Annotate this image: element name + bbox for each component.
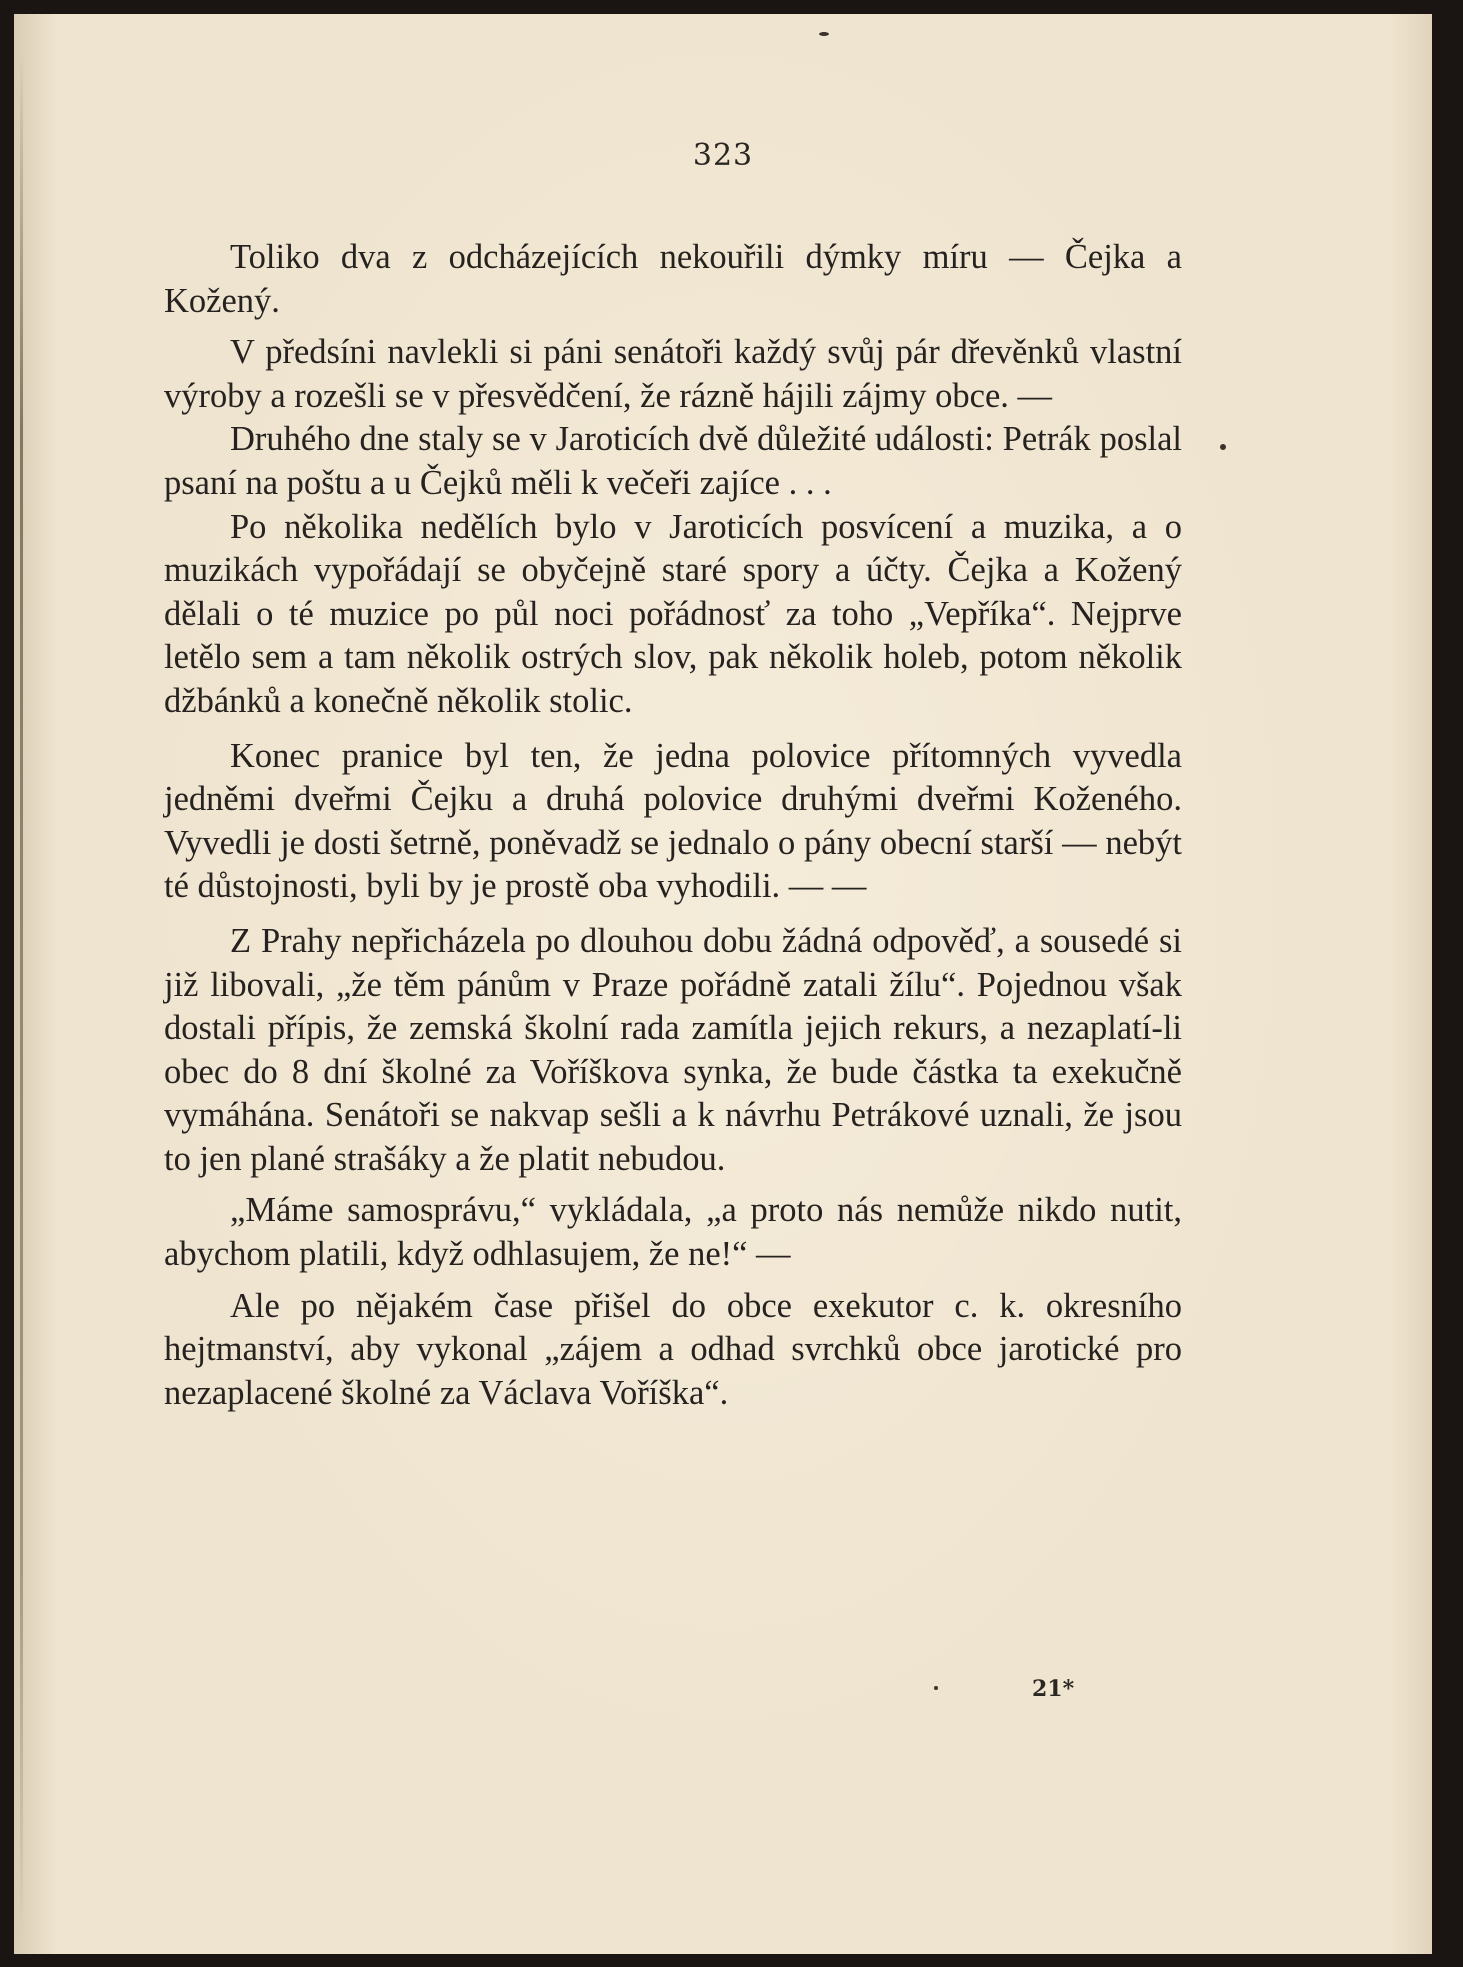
- paragraph-7: „Máme samosprávu,“ vykládala, „a proto nás nemůže nikdo nutit, abychom platili, když odhlasujem, že ne!“ —: [164, 1191, 1182, 1274]
- paragraph-4: Po několika nedělích bylo v Jaroticích posvícení a muzika, a o muzikách vypořádají se obyčejně staré spory a účty. Čejka a Kožený dělali o té muzice po půl noci pořádnosť za toho „Vepříka“. Nejprve letělo sem a tam několik ostrých slov, pak několik holeb, potom několik džbánků a konečně několik stolic.: [164, 507, 1182, 720]
- paragraph-5: Konec pranice byl ten, že jedna polovice přítomných vyvedla jedněmi dveřmi Čejku a druhá polovice druhými dveřmi Koženého. Vyvedli je dosti šetrně, poněvadž se jednalo o pány obecní starší — nebýt té důstojnosti, byli by je prostě oba vyhodili. — —: [164, 736, 1182, 906]
- paragraph-6: Z Prahy nepřicházela po dlouhou dobu žádná odpověď, a sousedé si již libovali, „že těm pánům v Praze pořádně zatali žílu“. Pojednou však dostali přípis, že zemská školní rada zamítla jejich rekurs, a nezaplatí-li obec do 8 dní školné za Voříškova synka, že bude částka ta exekučně vymáhána. Senátoři se nakvap sešli a k návrhu Petrákové uznali, že jsou to jen plané strašáky a že platit nebudou.: [164, 921, 1182, 1178]
- paragraph-8: Ale po nějakém čase přišel do obce exekutor c. k. okresního hejtmanství, aby vykonal „zájem a odhad svrchků obce jarotické pro nezaplacené školné za Václava Voříška“.: [164, 1286, 1182, 1412]
- book-page: [14, 14, 1432, 1954]
- body-text: [164, 236, 1182, 1415]
- ink-speck: [934, 1686, 938, 1690]
- binding-shadow: [20, 54, 23, 1934]
- paragraph-2: V předsíni navlekli si páni senátoři každý svůj pár dřevěnků vlastní výroby a rozešli se v přesvědčení, že rázně hájili zájmy obce. —: [164, 333, 1182, 415]
- paragraph-3: Druhého dne staly se v Jaroticích dvě důležité události: Petrák poslal psaní na poštu a u Čejků měli k večeři zajíce . . .: [164, 420, 1182, 502]
- ink-speck: [1220, 444, 1226, 450]
- ink-speck: [819, 32, 829, 36]
- paragraph-1: Toliko dva z odcházejících nekouřili dýmky míru — Čejka a Kožený.: [164, 238, 1182, 320]
- signature-mark: 21*: [1032, 1676, 1075, 1702]
- page-number: 323: [692, 138, 754, 173]
